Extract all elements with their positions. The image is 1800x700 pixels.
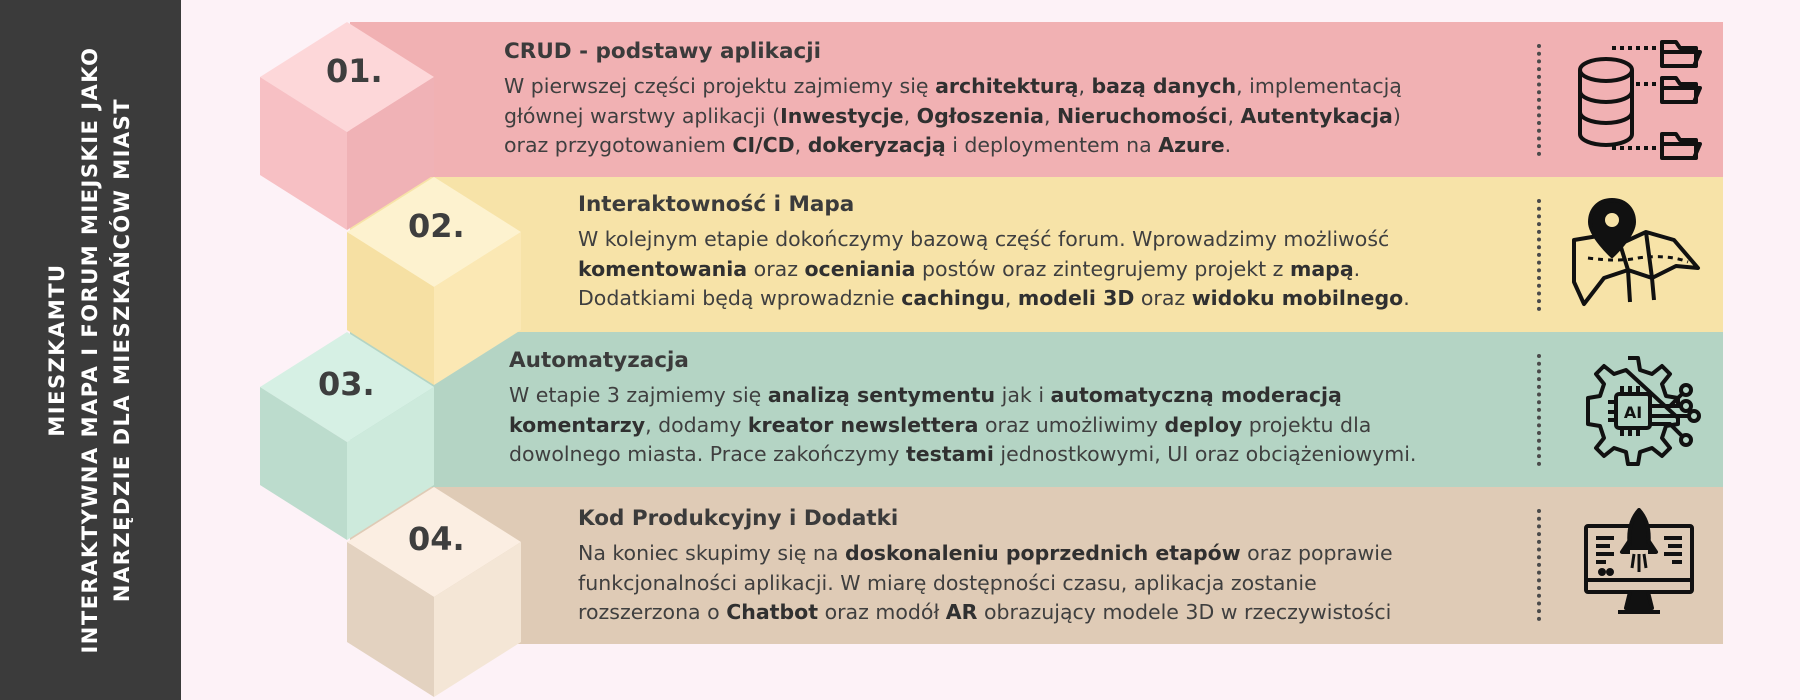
step-4-number: 04. xyxy=(408,520,465,558)
step-2-content xyxy=(578,192,1410,314)
bold-text: widoku mobilnego xyxy=(1191,286,1404,311)
text: , xyxy=(794,133,808,158)
bold-text: Chatbot xyxy=(726,600,819,625)
text: Dodatkiami będą wprowadznie xyxy=(578,286,902,311)
bold-text: Ogłoszenia xyxy=(916,103,1044,128)
sidebar-title-line-2: INTERAKTYWNA MAPA I FORUM MIEJSKIE JAKO xyxy=(77,46,102,654)
description-line xyxy=(578,598,1393,628)
bold-text: mapą xyxy=(1289,256,1354,281)
description-line xyxy=(504,131,1402,161)
bold-text: automatyczną moderacją xyxy=(1050,383,1342,407)
text: , dodamy xyxy=(645,412,748,437)
text: W kolejnym etapie dokończymy bazową część forum. Wprowadzimy możliwość xyxy=(578,227,1390,251)
bold-text: Nieruchomości xyxy=(1056,103,1228,128)
step-1-title: CRUD - podstawy aplikacji xyxy=(504,39,821,64)
bold-text: kreator newslettera xyxy=(747,412,979,437)
bold-text: komentarzy xyxy=(509,412,646,437)
text: jak i xyxy=(995,383,1051,407)
step-3-number: 03. xyxy=(318,365,375,403)
text: postów oraz zintegrujemy projekt z xyxy=(915,256,1290,281)
description-line xyxy=(578,569,1393,599)
map-pin-icon xyxy=(1568,198,1703,313)
text: oraz poprawie xyxy=(1240,541,1393,565)
bold-text: dokeryzacją xyxy=(807,133,946,158)
text: obrazujący modele 3D w rzeczywistości xyxy=(977,600,1392,625)
text: . xyxy=(1353,256,1361,281)
bold-text: CI/CD xyxy=(732,133,795,158)
text: , xyxy=(1227,103,1241,128)
text: . xyxy=(1224,133,1232,158)
step-1-description xyxy=(504,72,1402,161)
ai-gear-icon xyxy=(1578,350,1703,475)
bold-text: Azure xyxy=(1158,133,1225,158)
bold-text: testami xyxy=(905,442,994,467)
text: ) xyxy=(1392,103,1401,128)
text: . xyxy=(1403,286,1410,311)
step-4-title: Kod Produkcyjny i Dodatki xyxy=(578,506,899,531)
sidebar-title-line-3: NARZĘDZIE DLA MIESZKAŃCÓW MIAST xyxy=(110,97,135,603)
description-line xyxy=(578,284,1410,314)
text: oraz przygotowaniem xyxy=(504,133,733,158)
bold-text: architekturą xyxy=(935,74,1079,98)
bold-text: Autentykacja xyxy=(1240,103,1393,128)
step-1-separator xyxy=(1537,44,1541,156)
step-3-content xyxy=(509,348,1416,470)
text: , xyxy=(1043,103,1057,128)
text: głównej warstwy aplikacji ( xyxy=(504,103,781,128)
text: , xyxy=(1078,74,1092,98)
step-3-description xyxy=(509,381,1416,470)
rocket-monitor-icon xyxy=(1582,508,1697,625)
bold-text: oceniania xyxy=(804,256,916,281)
step-4-content xyxy=(578,506,1393,628)
step-2-description xyxy=(578,225,1410,314)
description-line xyxy=(504,72,1402,102)
text: , xyxy=(903,103,917,128)
step-1-number: 01. xyxy=(326,52,383,90)
bold-text: modeli 3D xyxy=(1017,286,1135,311)
step-4-description xyxy=(578,539,1393,628)
text: jednostkowymi, UI oraz obciążeniowymi. xyxy=(993,442,1417,467)
bold-text: komentowania xyxy=(578,256,748,281)
description-line xyxy=(578,255,1410,285)
description-line xyxy=(578,225,1410,255)
text: oraz modół xyxy=(818,600,946,625)
text: dowolnego miasta. Prace zakończymy xyxy=(509,442,906,467)
text: funkcjonalności aplikacji. W miarę dostępności czasu, aplikacja zostanie xyxy=(578,570,1317,595)
text: W pierwszej części projektu zajmiemy się xyxy=(504,74,936,98)
bold-text: cachingu xyxy=(901,286,1005,311)
description-line xyxy=(509,411,1416,441)
text: rozszerzona o xyxy=(578,600,727,625)
bold-text: Inwestycje xyxy=(780,103,904,128)
step-4-separator xyxy=(1537,509,1541,621)
bold-text: bazą danych xyxy=(1091,74,1237,98)
svg-text:AI: AI xyxy=(1623,403,1643,422)
sidebar-title-line-1: MIESZKAMTU xyxy=(45,263,70,437)
bold-text: analizą sentymentu xyxy=(767,383,996,407)
bold-text: AR xyxy=(945,600,978,625)
text: oraz xyxy=(1134,286,1192,311)
description-line xyxy=(504,102,1402,132)
database-folders-icon xyxy=(1578,40,1703,165)
text: i deploymentem na xyxy=(945,133,1159,158)
description-line xyxy=(578,539,1393,569)
text: projektu dla xyxy=(1242,412,1372,437)
description-line xyxy=(509,381,1416,411)
step-2-number: 02. xyxy=(408,207,465,245)
bold-text: deploy xyxy=(1164,412,1243,437)
step-3-separator xyxy=(1537,354,1541,466)
text: , implementacją xyxy=(1236,74,1402,98)
text: oraz xyxy=(747,256,805,281)
step-1-content xyxy=(504,39,1402,161)
step-2-title: Interaktowność i Mapa xyxy=(578,192,855,217)
text: W etapie 3 zajmiemy się xyxy=(509,383,768,407)
step-2-separator xyxy=(1537,199,1541,311)
description-line xyxy=(509,440,1416,470)
text: Na koniec skupimy się na xyxy=(578,541,846,565)
text: oraz umożliwimy xyxy=(978,412,1165,437)
text: , xyxy=(1004,286,1018,311)
step-3-title: Automatyzacja xyxy=(509,348,689,373)
bold-text: doskonaleniu poprzednich etapów xyxy=(845,541,1241,565)
